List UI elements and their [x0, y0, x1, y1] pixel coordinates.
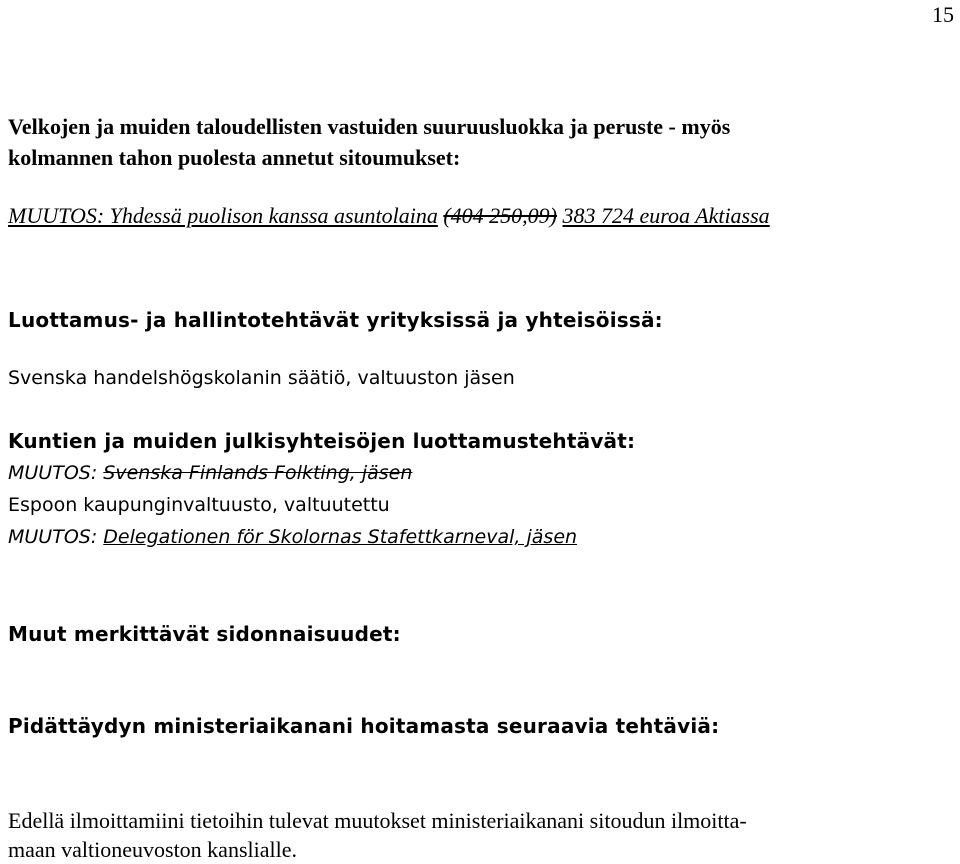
closing-line-2: maan valtioneuvoston kanslialle.: [8, 837, 297, 862]
added-position: Delegationen för Skolornas Stafettkarneval, jäsen: [103, 526, 578, 548]
new-loan-value: 383 724 euroa Aktiassa: [562, 203, 770, 228]
municipal-heading: Kuntien ja muiden julkisyhteisöjen luottamustehtävät:: [8, 429, 636, 453]
debts-heading-line-2: kolmannen tahon puolesta annetut sitoumukset:: [8, 145, 461, 170]
positions-item: Svenska handelshögskolanin säätiö, valtuuston jäsen: [8, 367, 515, 389]
municipal-change-1: [8, 462, 412, 485]
debts-change-line: [8, 203, 770, 229]
removed-position: Svenska Finlands Folkting, jäsen: [103, 462, 413, 484]
other-ties-heading: Muut merkittävät sidonnaisuudet:: [8, 622, 401, 646]
positions-heading: Luottamus- ja hallintotehtävät yrityksissä ja yhteisöissä:: [8, 308, 663, 332]
change-label: MUUTOS: Yhdessä puolison kanssa asuntolaina: [8, 203, 438, 228]
municipal-change-2: [8, 526, 577, 549]
debts-heading-line-1: Velkojen ja muiden taloudellisten vastuiden suuruusluokka ja peruste - myös: [8, 114, 731, 139]
old-loan-value: (404 250,09): [443, 203, 558, 228]
closing-line-1: Edellä ilmoittamiini tietoihin tulevat muutokset ministeriaikanani sitoudun ilmoitta-: [8, 808, 747, 833]
municipal-item: Espoon kaupunginvaltuusto, valtuutettu: [8, 494, 390, 516]
change-label: MUUTOS:: [8, 462, 98, 484]
page-number: 15: [932, 2, 954, 27]
change-label: MUUTOS:: [8, 526, 98, 548]
refrain-heading: Pidättäydyn ministeriaikanani hoitamasta seuraavia tehtäviä:: [8, 714, 720, 738]
